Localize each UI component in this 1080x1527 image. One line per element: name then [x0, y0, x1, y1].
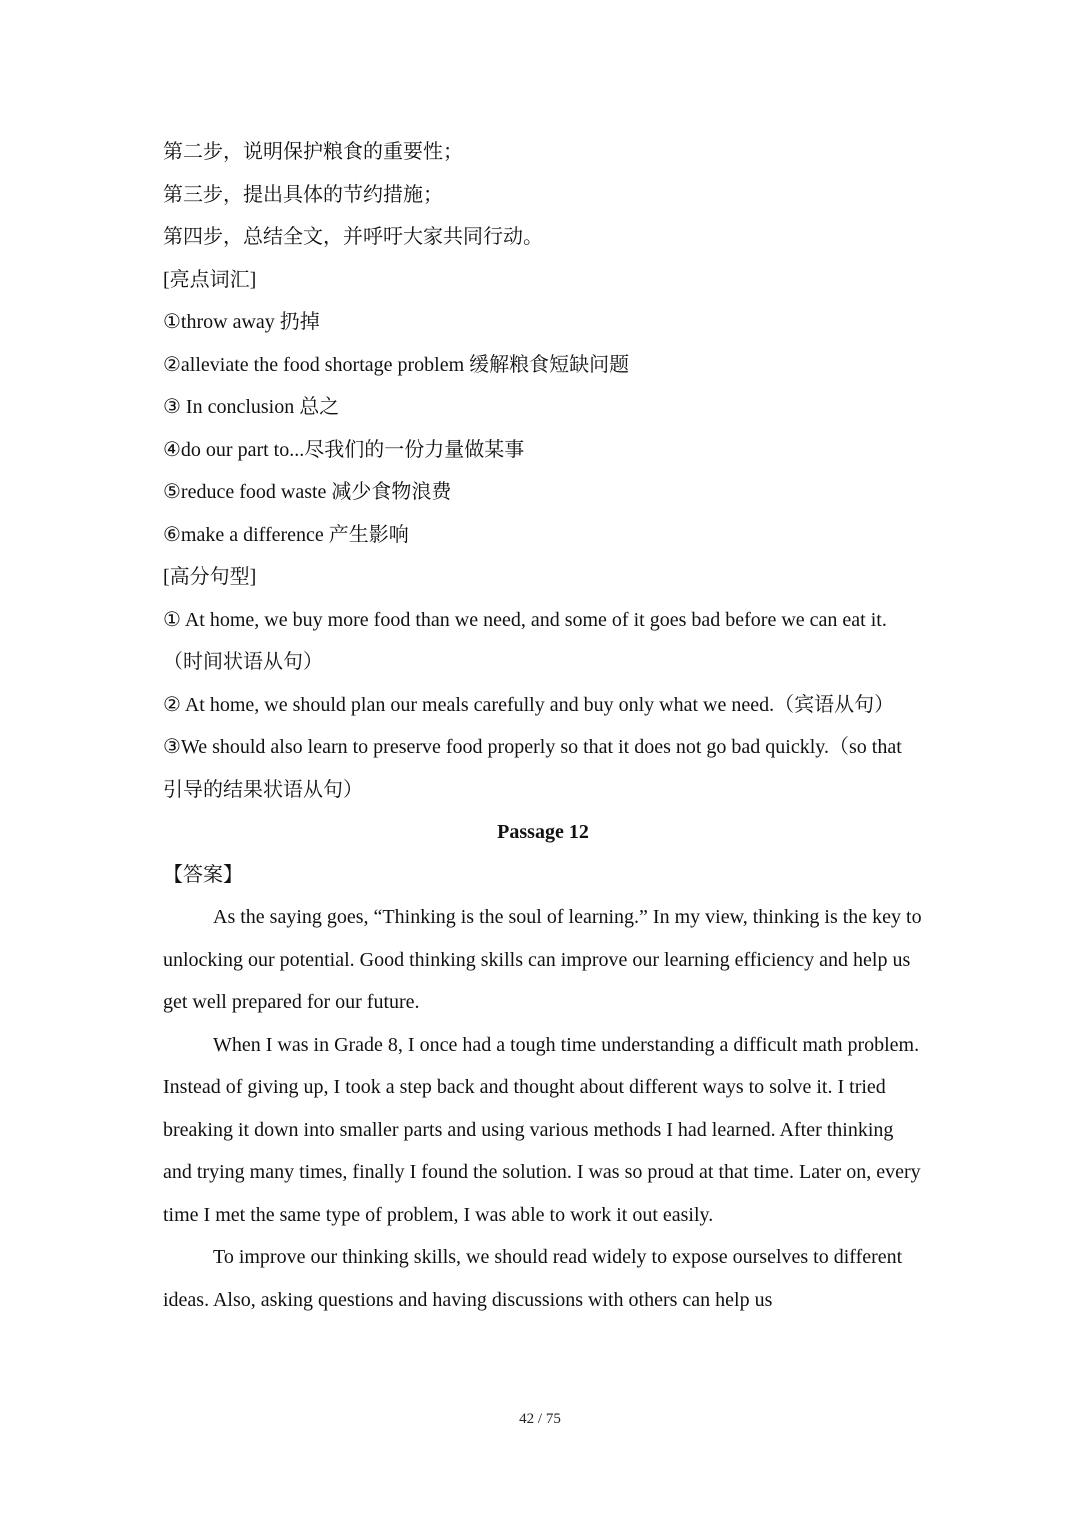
essay-paragraph-3: To improve our thinking skills, we should read widely to expose ourselves to different ideas. Also, asking questions and having discussions with others can help us: [163, 1246, 903, 1311]
sentence-item-2: ② At home, we should plan our meals carefully and buy only what we need.（宾语从句）: [163, 693, 895, 716]
essay-paragraph-1: As the saying goes, “Thinking is the soul of learning.” In my view, thinking is the key to unlocking our potential. Good thinking skills can improve our learning efficiency and help us get well prepared for our future.: [163, 906, 922, 1013]
vocab-item-1: ①throw away 扔掉: [163, 311, 320, 333]
vocab-item-3: ③ In conclusion 总之: [163, 396, 340, 418]
sentence-item-3: ③We should also learn to preserve food properly so that it does not go bad quickly.（so that 引导的结果状语从句）: [163, 736, 902, 801]
document-page: [163, 131, 923, 1321]
vocab-item-4: ④do our part to...尽我们的一份力量做某事: [163, 438, 525, 461]
step-2: 第二步，说明保护粮食的重要性；: [163, 141, 463, 163]
vocab-heading: [亮点词汇]: [163, 268, 257, 291]
vocab-item-6: ⑥make a difference 产生影响: [163, 523, 409, 546]
vocab-item-2: ②alleviate the food shortage problem 缓解粮食短缺问题: [163, 353, 630, 376]
step-4: 第四步，总结全文，并呼吁大家共同行动。: [163, 226, 543, 248]
page-number: 42 / 75: [519, 1411, 561, 1427]
sentence-item-1: ① At home, we buy more food than we need, and some of it goes bad before we can eat it.（时间状语从句）: [163, 608, 887, 673]
passage-title: Passage 12: [497, 821, 589, 843]
essay-paragraph-2: When I was in Grade 8, I once had a tough time understanding a difficult math problem. Instead of giving up, I took a step back and thought about different ways to solve it. I tried breaking it down into smaller parts and using various methods I had learned. After thinking and trying many times, finally I found the solution. I was so proud at that time. Later on, every time I met the same type of problem, I was able to work it out easily.: [163, 1033, 921, 1226]
answer-label: 【答案】: [163, 863, 243, 886]
vocab-item-5: ⑤reduce food waste 减少食物浪费: [163, 481, 452, 503]
step-3: 第三步，提出具体的节约措施；: [163, 183, 443, 206]
sentence-heading: [高分句型]: [163, 566, 257, 588]
